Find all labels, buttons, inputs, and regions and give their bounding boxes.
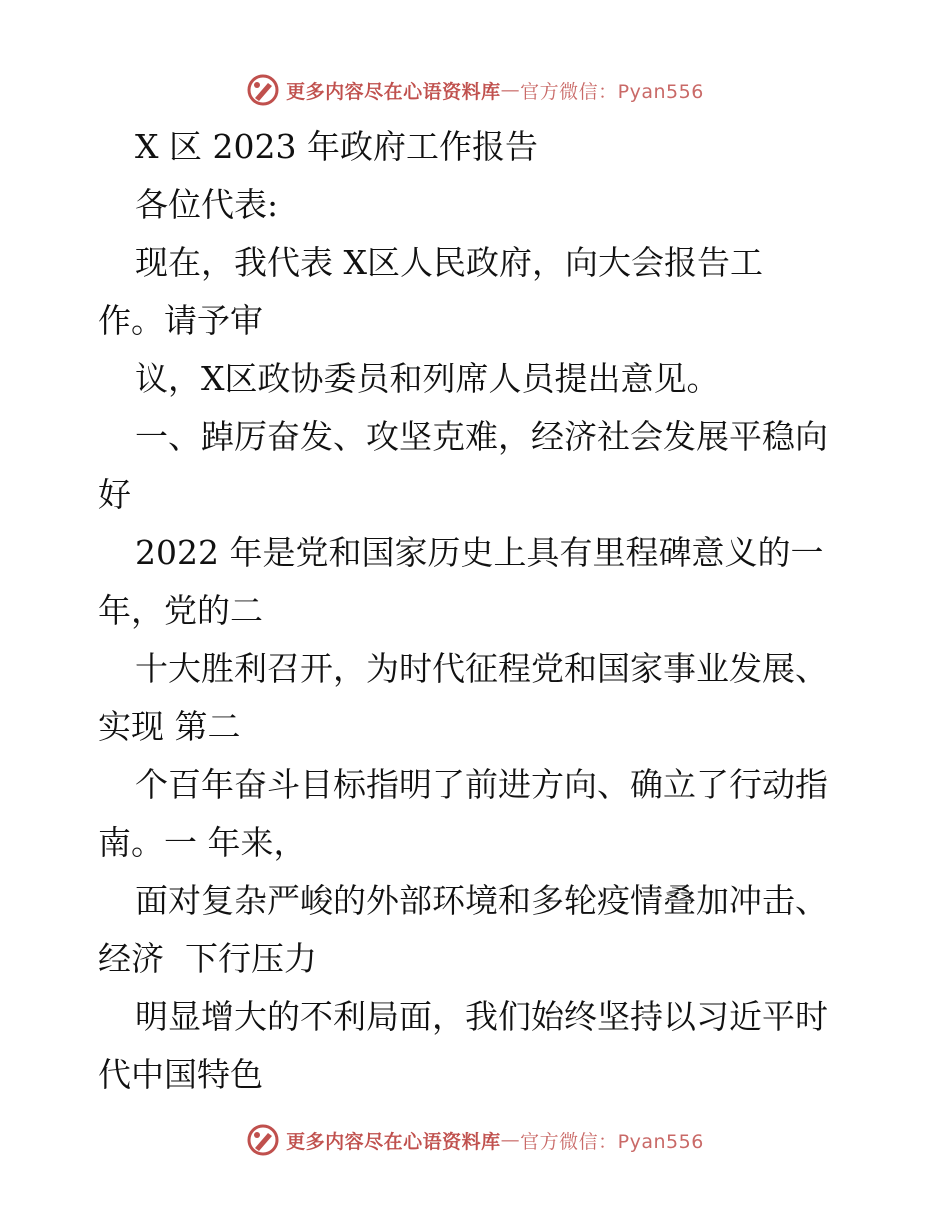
- watermark-brand: 更多内容尽在心语资料库: [286, 80, 501, 103]
- watermark-contact: 官方微信：Pyan556: [520, 80, 704, 103]
- paragraph-line: 个百年奋斗目标指明了前进方向、确立了行动指: [135, 765, 828, 804]
- paragraph-line: 现在，我代表 X区人民政府，向大会报告工: [135, 243, 763, 282]
- watermark-separator: —: [500, 79, 521, 101]
- paragraph-line: 明显增大的不利局面，我们始终坚持以习近平时: [135, 997, 828, 1036]
- paragraph-line: 议，X区政协委员和列席人员提出意见。: [135, 359, 720, 398]
- paragraph-line: 面对复杂严峻的外部环境和多轮疫情叠加冲击、: [135, 881, 828, 920]
- pen-logo-icon: [246, 1123, 280, 1157]
- paragraph-line: 经济 下行压力: [98, 939, 317, 978]
- section-heading-continued: 好: [98, 475, 131, 514]
- watermark-separator: —: [500, 1129, 521, 1151]
- paragraph-line: 2022 年是党和国家历史上具有里程碑意义的一: [135, 533, 824, 572]
- document-title: X 区 2023 年政府工作报告: [135, 127, 538, 166]
- paragraph-line: 实现 第二: [98, 707, 241, 746]
- footer-watermark: [0, 1120, 950, 1160]
- paragraph-line: 年，党的二: [98, 591, 263, 630]
- header-watermark: [0, 70, 950, 110]
- paragraph-line: 十大胜利召开，为时代征程党和国家事业发展、: [135, 649, 828, 688]
- watermark-contact: 官方微信：Pyan556: [520, 1130, 704, 1153]
- pen-logo-icon: [246, 73, 280, 107]
- paragraph-line: 代中国特色: [98, 1055, 263, 1094]
- salutation: 各位代表:: [135, 185, 279, 224]
- watermark-brand: 更多内容尽在心语资料库: [286, 1130, 501, 1153]
- section-heading: 一、踔厉奋发、攻坚克难，经济社会发展平稳向: [135, 417, 828, 456]
- paragraph-line: 作。请予审: [98, 301, 263, 340]
- paragraph-line: 南。一 年来，: [98, 823, 307, 862]
